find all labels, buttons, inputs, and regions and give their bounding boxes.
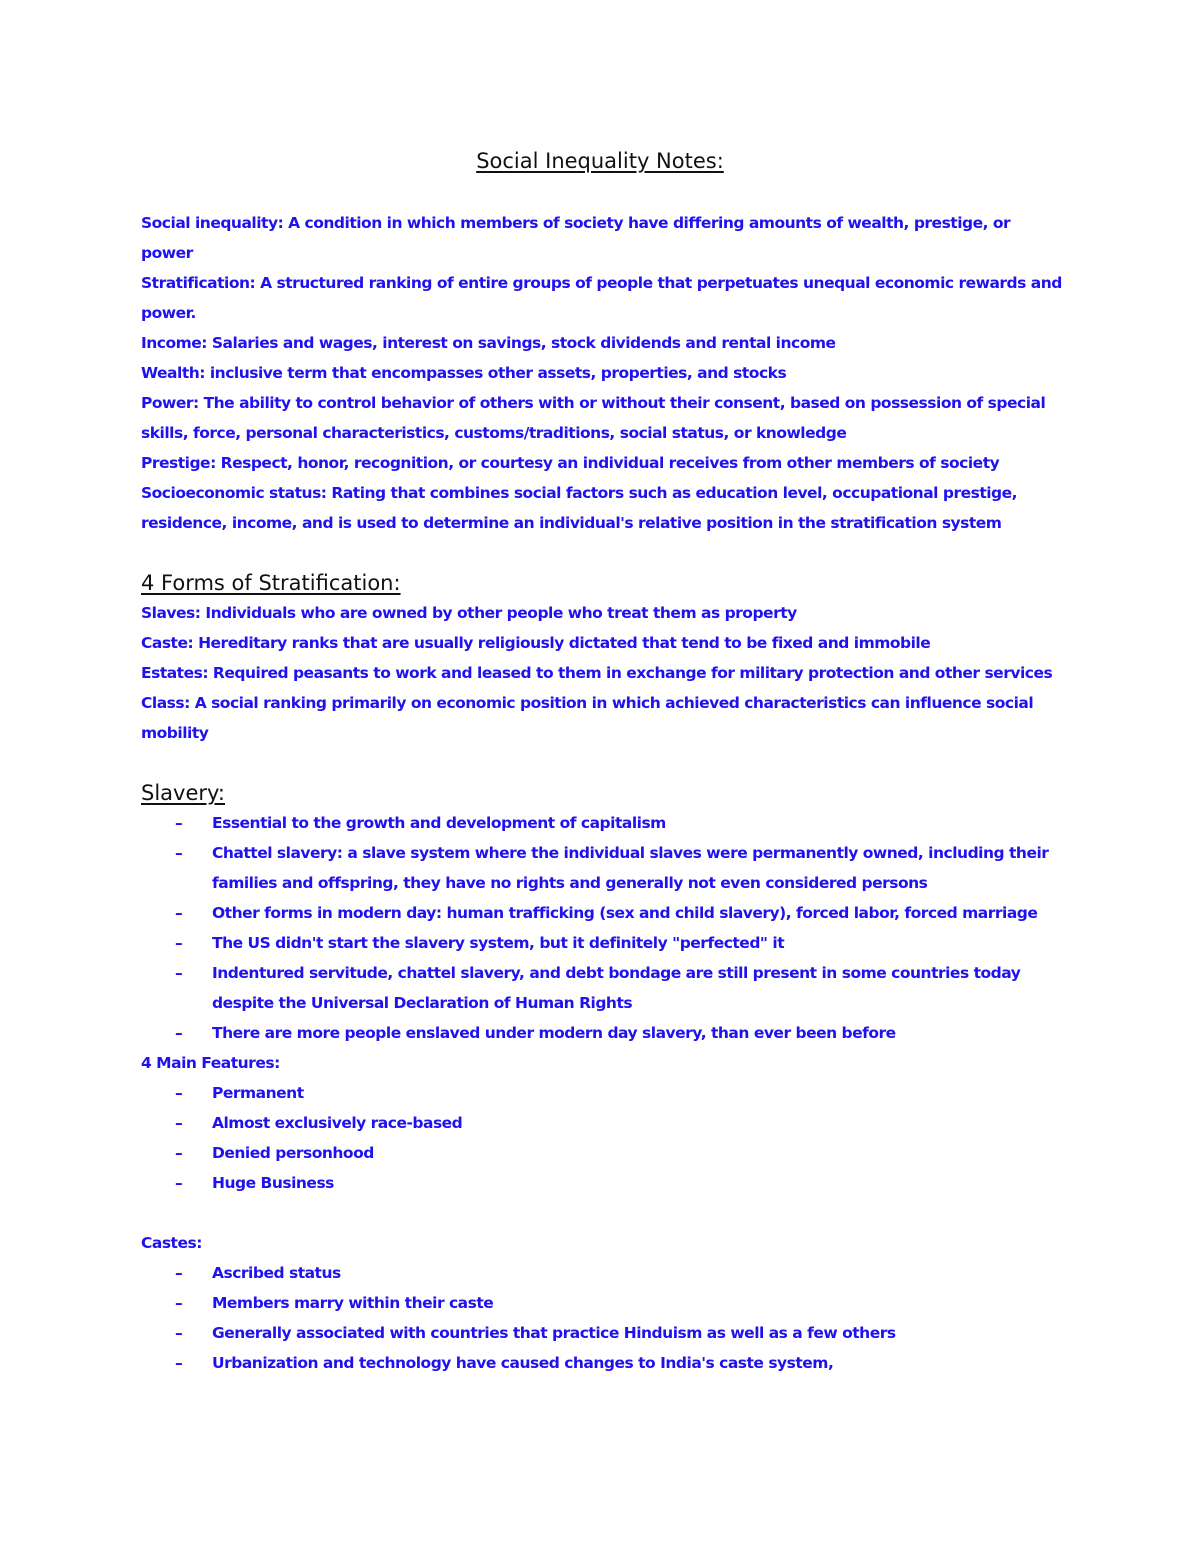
list-item-text: Ascribed status [212, 1264, 341, 1282]
form-slaves: Slaves: Individuals who are owned by other people who treat them as property [141, 604, 797, 622]
dash-bullet-icon: – [175, 934, 183, 952]
dash-bullet-icon: – [175, 814, 183, 832]
definition-stratification: Stratification: A structured ranking of entire groups of people that perpetuates unequal economic rewards and power. [141, 274, 1062, 322]
list-item [141, 1078, 1066, 1108]
list-item-text: Permanent [212, 1084, 304, 1102]
dash-bullet-icon: – [175, 1114, 183, 1132]
forms-list [141, 598, 1066, 748]
castes-bullets [141, 1258, 1066, 1378]
list-item [141, 1258, 1066, 1288]
list-item [141, 808, 1066, 838]
list-item-text: Other forms in modern day: human trafficking (sex and child slavery), forced labor, forced marriage [212, 904, 1038, 922]
list-item-text: The US didn't start the slavery system, but it definitely "perfected" it [212, 934, 785, 952]
list-item [141, 1348, 1066, 1378]
features-bullets [141, 1078, 1066, 1198]
definition-social-inequality: Social inequality: A condition in which members of society have differing amounts of wealth, prestige, or power [141, 214, 1011, 262]
list-item [141, 1108, 1066, 1138]
list-item-text: Chattel slavery: a slave system where the individual slaves were permanently owned, including their families and offspring, they have no rights and generally not even considered persons [212, 844, 1049, 892]
dash-bullet-icon: – [175, 904, 183, 922]
definition-wealth: Wealth: inclusive term that encompasses other assets, properties, and stocks [141, 364, 787, 382]
dash-bullet-icon: – [175, 1174, 183, 1192]
definitions-list [141, 208, 1066, 538]
list-item [141, 898, 1066, 928]
notes-body [141, 208, 1066, 1378]
list-item-text: Almost exclusively race-based [212, 1114, 463, 1132]
definition-prestige: Prestige: Respect, honor, recognition, or courtesy an individual receives from other members of society [141, 454, 1000, 472]
list-item-text: Huge Business [212, 1174, 334, 1192]
definition-socioeconomic-status: Socioeconomic status: Rating that combines social factors such as education level, occupational prestige, residence, income, and is used to determine an individual's relative position in the stratification system [141, 484, 1018, 532]
dash-bullet-icon: – [175, 1324, 183, 1342]
list-item [141, 1318, 1066, 1348]
dash-bullet-icon: – [175, 1024, 183, 1042]
page-title: Social Inequality Notes: [476, 149, 724, 173]
dash-bullet-icon: – [175, 964, 183, 982]
slavery-heading: Slavery: [141, 781, 225, 805]
form-caste: Caste: Hereditary ranks that are usually religiously dictated that tend to be fixed and immobile [141, 634, 931, 652]
features-label: 4 Main Features: [141, 1054, 280, 1072]
dash-bullet-icon: – [175, 1294, 183, 1312]
list-item-text: There are more people enslaved under modern day slavery, than ever been before [212, 1024, 896, 1042]
list-item [141, 1138, 1066, 1168]
definition-power: Power: The ability to control behavior of others with or without their consent, based on possession of special skills, force, personal characteristics, customs/traditions, social status, or knowledge [141, 394, 1046, 442]
dash-bullet-icon: – [175, 1354, 183, 1372]
list-item-text: Generally associated with countries that practice Hinduism as well as a few others [212, 1324, 896, 1342]
dash-bullet-icon: – [175, 1144, 183, 1162]
list-item [141, 958, 1066, 1018]
list-item [141, 1288, 1066, 1318]
forms-heading: 4 Forms of Stratification: [141, 571, 401, 595]
list-item [141, 928, 1066, 958]
form-estates: Estates: Required peasants to work and leased to them in exchange for military protection and other services [141, 664, 1053, 682]
dash-bullet-icon: – [175, 1084, 183, 1102]
dash-bullet-icon: – [175, 844, 183, 862]
list-item-text: Essential to the growth and development of capitalism [212, 814, 666, 832]
list-item-text: Urbanization and technology have caused changes to India's caste system, [212, 1354, 834, 1372]
definition-income: Income: Salaries and wages, interest on savings, stock dividends and rental income [141, 334, 836, 352]
castes-label: Castes: [141, 1234, 202, 1252]
slavery-bullets [141, 808, 1066, 1048]
list-item-text: Indentured servitude, chattel slavery, and debt bondage are still present in some countries today despite the Universal Declaration of Human Rights [212, 964, 1021, 1012]
list-item-text: Denied personhood [212, 1144, 374, 1162]
list-item [141, 1168, 1066, 1198]
list-item-text: Members marry within their caste [212, 1294, 494, 1312]
dash-bullet-icon: – [175, 1264, 183, 1282]
form-class: Class: A social ranking primarily on economic position in which achieved characteristics can influence social mobility [141, 694, 1034, 742]
list-item [141, 838, 1066, 898]
list-item [141, 1018, 1066, 1048]
